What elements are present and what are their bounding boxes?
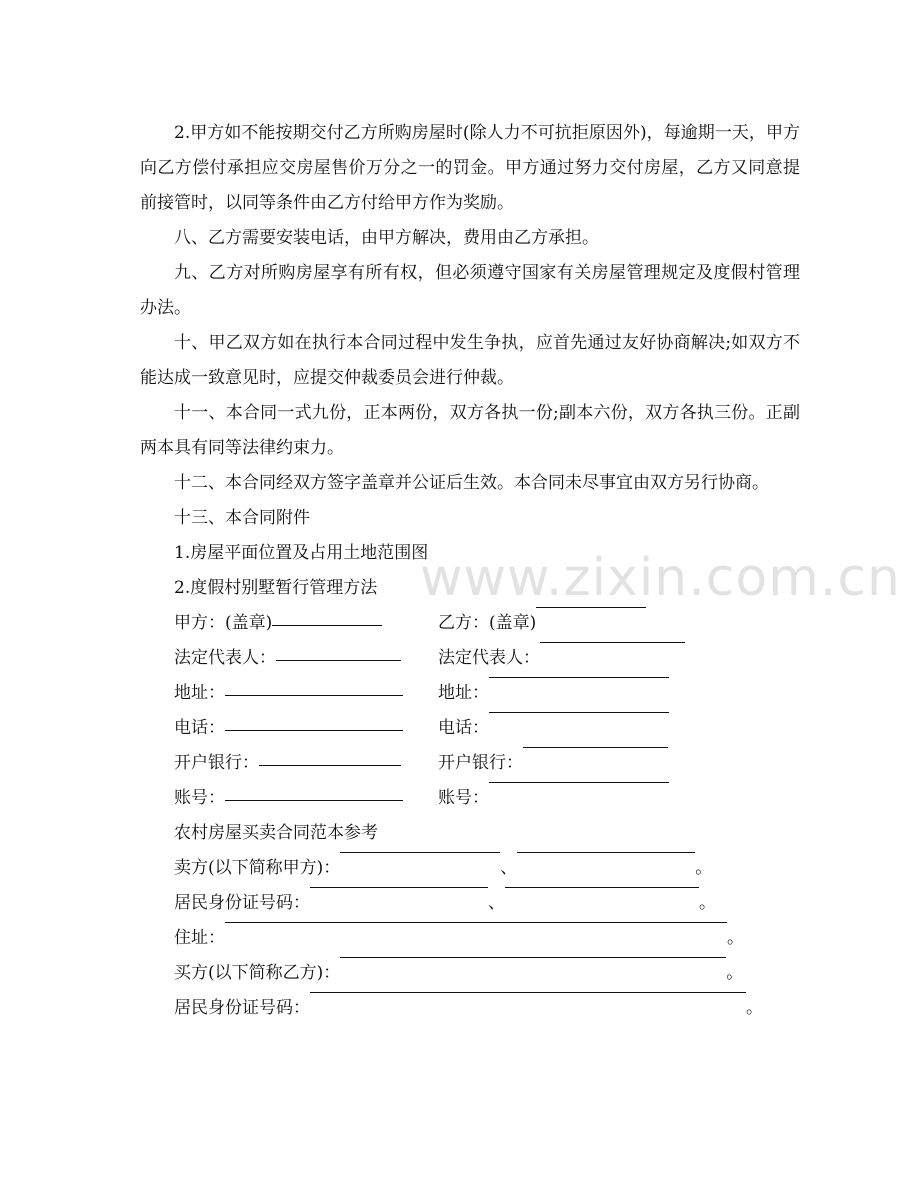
buyer-id-row [140,991,800,1026]
clause-11-copies: 十一、本合同一式九份，正本两份，双方各执一份;副本六份，双方各执三份。正副两本具有同等法律约束力。 [140,403,800,458]
party-b-bank-blank[interactable] [523,746,668,748]
buyer-id-label: 居民身份证号码： [174,998,310,1018]
clause-12-effect: 十二、本合同经双方签字盖章并公证后生效。本合同未尽事宜由双方另行协商。 [174,473,769,493]
party-a-legal-rep-blank[interactable] [276,659,401,661]
party-a-address-blank[interactable] [225,694,403,696]
residence-label: 住址： [174,928,225,948]
party-b-legal-rep-label: 法定代表人： [438,648,540,668]
party-a-bank-label: 开户银行： [174,753,259,773]
seller-id-period: 。 [699,893,716,913]
seller-id-blank-2[interactable] [505,886,699,888]
party-b-address-blank[interactable] [489,676,669,678]
party-b-legal-rep-blank[interactable] [540,641,685,643]
attachments-heading: 十三、本合同附件 [174,508,310,528]
seller-blank-1[interactable] [340,851,500,853]
seller-period: 。 [695,858,713,878]
residence-row [140,921,800,956]
party-a-account-label: 账号： [174,788,225,808]
seller-row [140,851,800,886]
site-watermark: www.zixin.com.cn [420,548,901,608]
signature-row-bank [140,746,800,781]
clause-8-telephone: 八、乙方需要安装电话，由甲方解决，费用由乙方承担。 [174,228,599,248]
seller-id-blank-1[interactable] [310,886,488,888]
seller-label: 卖方(以下简称甲方)： [174,858,341,878]
residence-period: 。 [727,928,744,948]
party-b-seal-blank[interactable] [536,606,646,608]
party-a-phone-label: 电话： [174,718,225,738]
residence-blank[interactable] [225,921,727,923]
party-b-bank-label: 开户银行： [438,753,523,773]
party-a-legal-rep-label: 法定代表人： [174,648,276,668]
buyer-row [140,956,800,991]
party-b-account-blank[interactable] [489,781,669,783]
buyer-id-blank[interactable] [310,991,746,993]
contract-page [140,116,800,1026]
seller-id-separator: 、 [488,893,505,913]
attachment-item-1: 1.房屋平面位置及占用土地范围图 [174,543,429,563]
party-b-address-label: 地址： [438,683,489,703]
party-b-phone-label: 电话： [438,718,489,738]
party-a-phone-blank[interactable] [225,729,403,731]
rural-contract-title: 农村房屋买卖合同范本参考 [174,823,378,843]
clause-10-dispute: 十、甲乙双方如在执行本合同过程中发生争执，应首先通过友好协商解决;如双方不能达成一致意见时，应提交仲裁委员会进行仲裁。 [140,333,800,388]
buyer-blank[interactable] [340,956,726,958]
party-a-seal-blank[interactable] [272,624,382,626]
signature-row-account [140,781,800,816]
buyer-period: 。 [726,963,744,983]
party-b-phone-blank[interactable] [489,711,669,713]
party-a-account-blank[interactable] [225,799,403,801]
buyer-id-period: 。 [746,998,763,1018]
signature-row-phone [140,711,800,746]
signature-row-party [140,606,800,641]
party-b-label: 乙方：(盖章) [438,613,537,633]
seller-id-label: 居民身份证号码： [174,893,310,913]
signature-row-address [140,676,800,711]
party-a-label: 甲方：(盖章) [174,613,273,633]
party-a-bank-blank[interactable] [259,764,401,766]
seller-separator: 、 [500,858,518,878]
buyer-label: 买方(以下简称乙方)： [174,963,341,983]
clause-9-ownership: 九、乙方对所购房屋享有所有权，但必须遵守国家有关房屋管理规定及度假村管理办法。 [140,263,800,318]
signature-row-legal-rep [140,641,800,676]
party-a-address-label: 地址： [174,683,225,703]
clause-delay-penalty: 2.甲方如不能按期交付乙方所购房屋时(除人力不可抗拒原因外)，每逾期一天，甲方向乙方偿付承担应交房屋售价万分之一的罚金。甲方通过努力交付房屋，乙方又同意提前接管时，以同等条件由乙方付给甲方作为奖励。 [140,123,800,213]
party-b-account-label: 账号： [438,788,489,808]
seller-blank-2[interactable] [517,851,695,853]
attachment-item-2: 2.度假村别墅暂行管理方法 [174,578,378,598]
seller-id-row [140,886,800,921]
